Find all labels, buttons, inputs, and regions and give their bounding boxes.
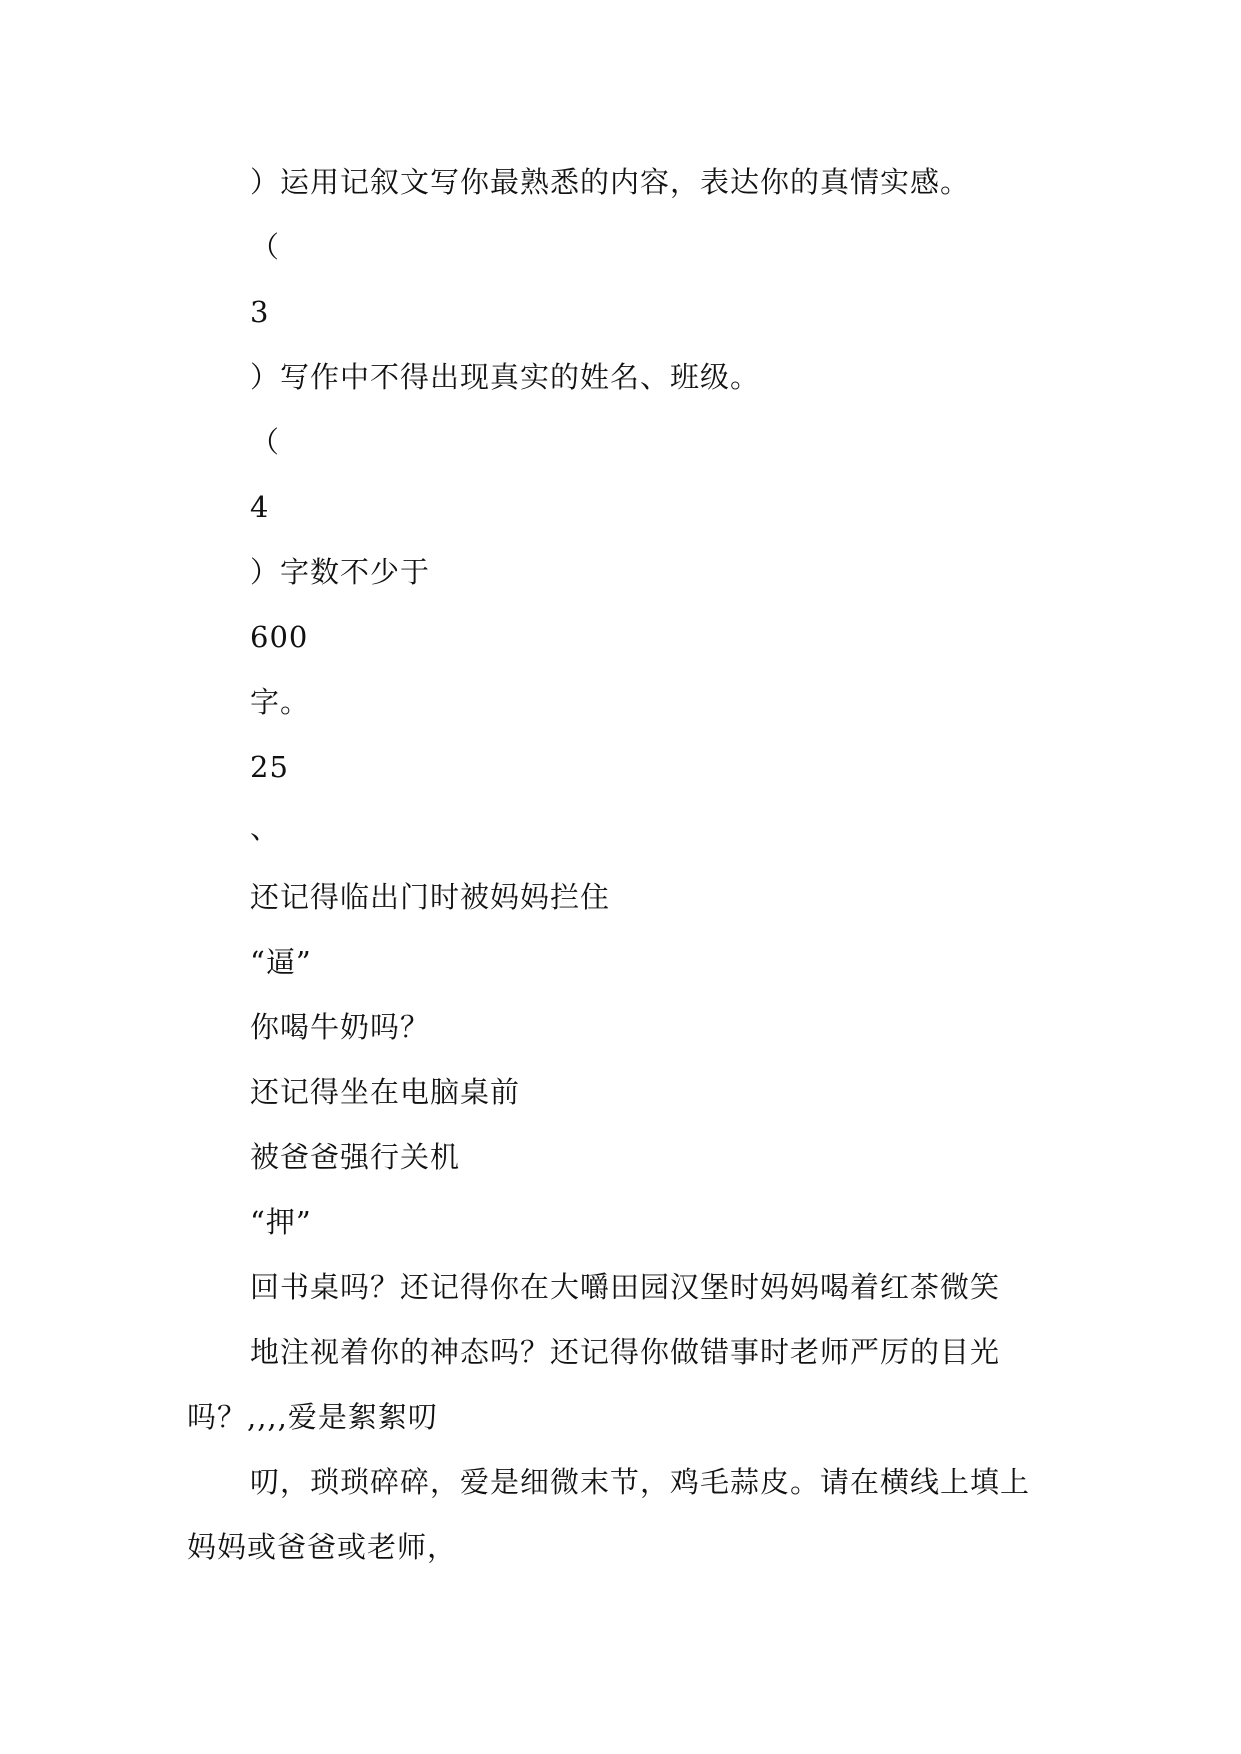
quoted-word: “押” — [250, 1205, 312, 1239]
open-paren: （ — [250, 425, 281, 459]
paragraph-line: 你喝牛奶吗？ — [250, 1010, 431, 1044]
open-paren: （ — [250, 230, 281, 264]
quoted-word: “逼” — [250, 945, 312, 979]
enumeration-mark: 、 — [250, 811, 281, 845]
word-count-unit: 字。 — [250, 685, 311, 719]
requirement-4-text: ）字数不少于 — [250, 555, 431, 589]
paragraph-line: 地注视着你的神态吗？还记得你做错事时老师严厉的目光 — [250, 1335, 1001, 1369]
paragraph-line: 被爸爸强行关机 — [250, 1140, 461, 1174]
paragraph-line: 回书桌吗？还记得你在大嚼田园汉堡时妈妈喝着红茶微笑 — [250, 1270, 1001, 1304]
question-number: 25 — [250, 750, 289, 784]
paragraph-line: 叨，琐琐碎碎，爱是细微末节，鸡毛蒜皮。请在横线上填上 — [250, 1465, 1031, 1499]
paragraph-line: 妈妈或爸爸或老师， — [187, 1530, 458, 1564]
paragraph-line: 吗？,,,,爱是絮絮叨 — [187, 1400, 438, 1434]
word-count: 600 — [250, 620, 309, 654]
requirement-number: 3 — [250, 295, 270, 329]
requirement-2-text: ）运用记叙文写你最熟悉的内容，表达你的真情实感。 — [250, 165, 971, 199]
paragraph-line: 还记得临出门时被妈妈拦住 — [250, 880, 611, 914]
requirement-number: 4 — [250, 490, 270, 524]
paragraph-line: 还记得坐在电脑桌前 — [250, 1075, 521, 1109]
requirement-3-text: ）写作中不得出现真实的姓名、班级。 — [250, 360, 761, 394]
